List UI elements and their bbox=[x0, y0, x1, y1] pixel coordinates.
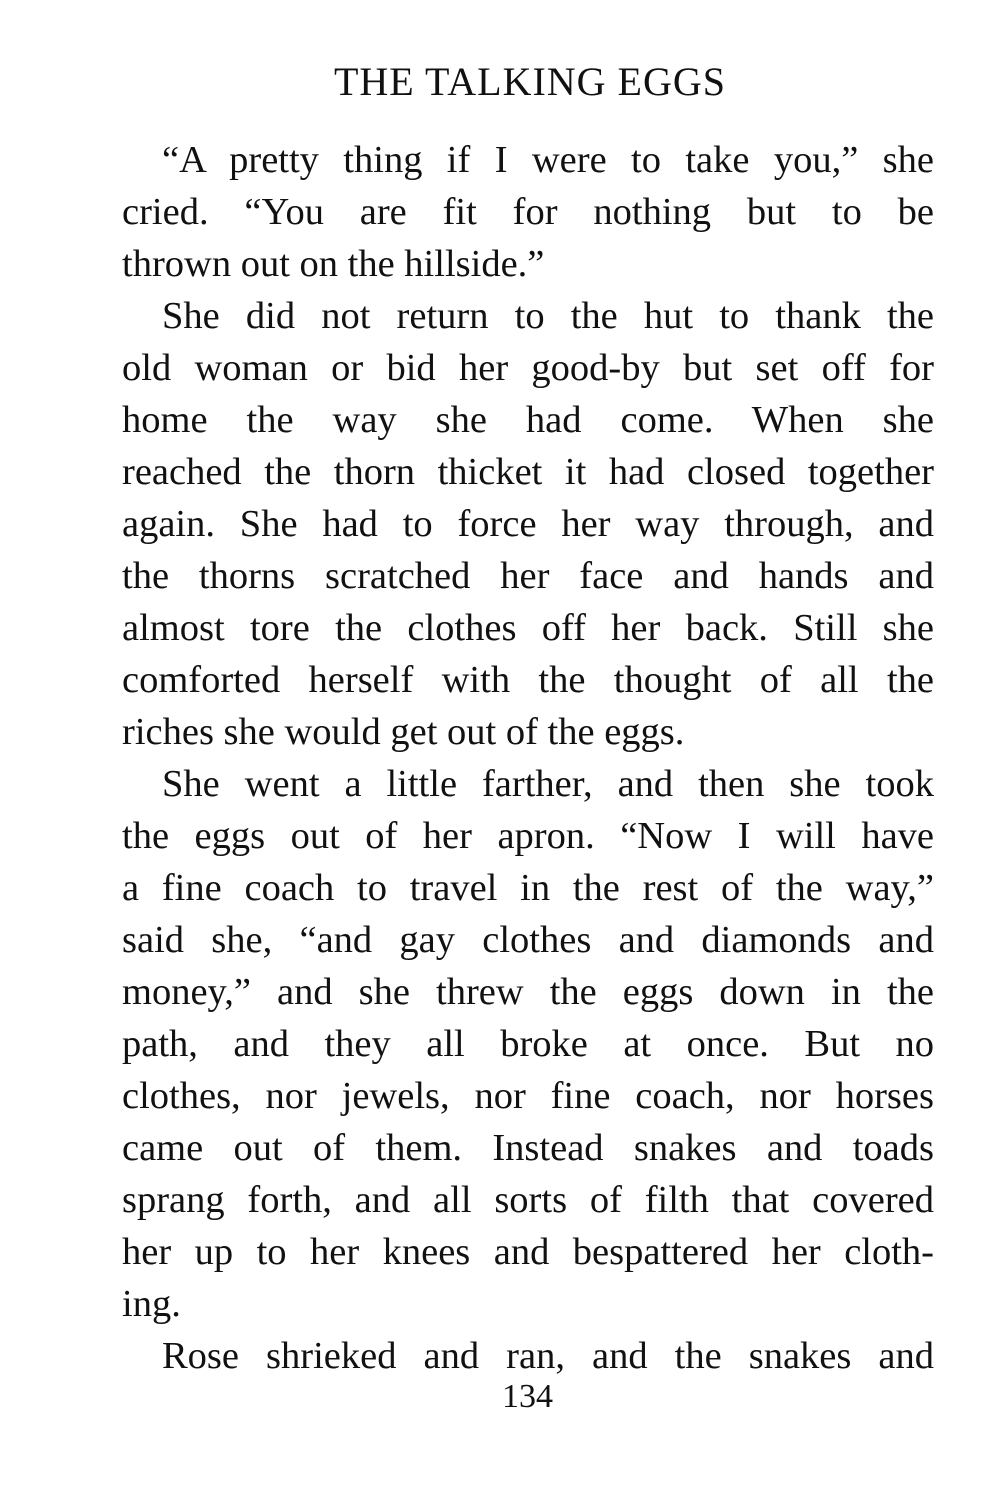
text-line: sprang forth, and all sorts of filth that covered bbox=[122, 1179, 934, 1221]
text-line: a fine coach to travel in the rest of the way,” bbox=[122, 867, 934, 909]
running-head: THE TALKING EGGS bbox=[333, 59, 726, 104]
page-number: 134 bbox=[502, 1378, 553, 1415]
text-line: ing. bbox=[122, 1283, 181, 1325]
text-line: She went a little farther, and then she took bbox=[162, 763, 934, 805]
body-text bbox=[122, 134, 934, 1382]
text-line: the eggs out of her apron. “Now I will have bbox=[122, 815, 934, 857]
text-line: almost tore the clothes off her back. Still she bbox=[122, 607, 934, 649]
text-line: thrown out on the hillside.” bbox=[122, 243, 545, 285]
text-line: She did not return to the hut to thank the bbox=[162, 295, 934, 337]
text-line: again. She had to force her way through, and bbox=[122, 503, 934, 545]
text-line: her up to her knees and bespattered her cloth- bbox=[122, 1231, 934, 1273]
text-line: came out of them. Instead snakes and toads bbox=[122, 1127, 934, 1169]
text-line: said she, “and gay clothes and diamonds and bbox=[122, 919, 934, 961]
text-line: “A pretty thing if I were to take you,” she bbox=[162, 139, 934, 181]
text-line: the thorns scratched her face and hands and bbox=[122, 555, 934, 597]
text-line: home the way she had come. When she bbox=[122, 399, 934, 441]
text-line: old woman or bid her good-by but set off for bbox=[122, 347, 934, 389]
text-line: Rose shrieked and ran, and the snakes and bbox=[162, 1335, 934, 1377]
text-line: riches she would get out of the eggs. bbox=[122, 711, 685, 753]
text-line: comforted herself with the thought of all the bbox=[122, 659, 934, 701]
text-line: path, and they all broke at once. But no bbox=[122, 1023, 934, 1065]
text-line: cried. “You are fit for nothing but to be bbox=[122, 191, 934, 233]
text-line: money,” and she threw the eggs down in the bbox=[122, 971, 934, 1013]
text-line: clothes, nor jewels, nor fine coach, nor horses bbox=[122, 1075, 934, 1117]
text-line: reached the thorn thicket it had closed together bbox=[122, 451, 934, 493]
